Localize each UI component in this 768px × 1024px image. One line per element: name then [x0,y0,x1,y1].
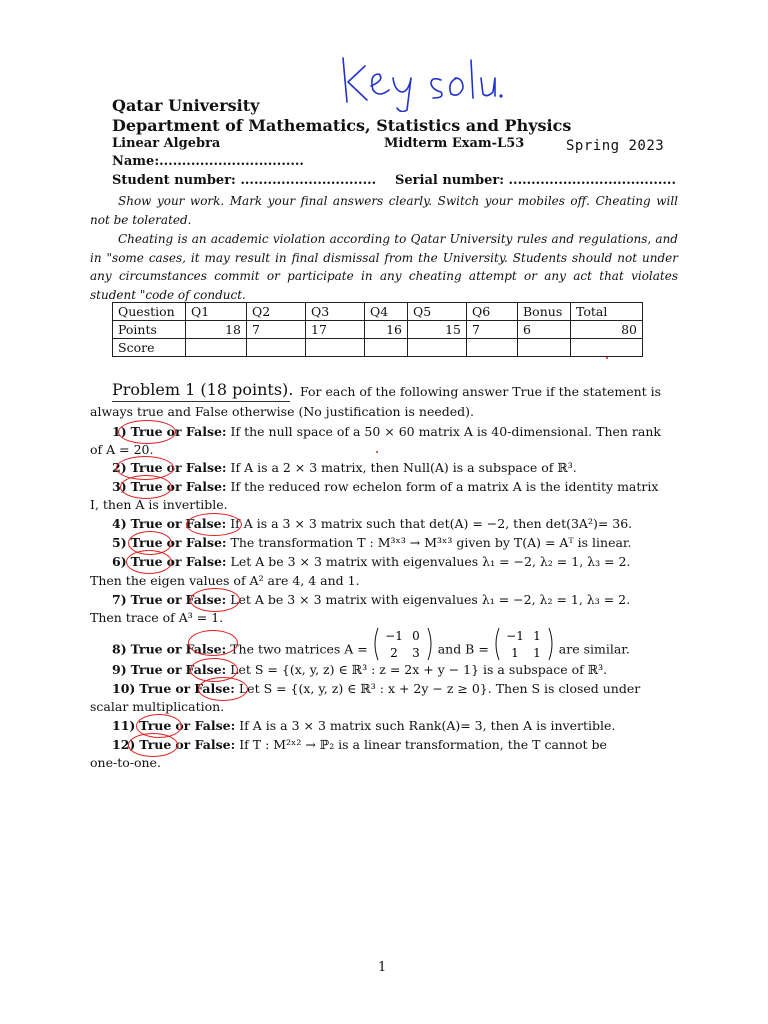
question-12-continued: one-to-one. [90,755,161,770]
question-text: Let S = {(x, y, z) ∈ ℝ³ : x + 2y − z ≥ 0}. Then S is closed under [238,681,641,696]
serial-number-field: Serial number: ..................................... [395,173,676,188]
question-6-continued: Then the eigen values of A² are 4, 4 and 1. [90,573,360,588]
question-text: The two matrices A = [230,641,368,657]
question-text: Let A be 3 × 3 matrix with eigenvalues λ₁ = −2, λ₂ = 1, λ₃ = 2. [230,592,631,607]
problem-intro: For each of the following answer True if the statement is [300,384,662,399]
department-name: Department of Mathematics, Statistics and Physics [112,116,572,135]
false-option[interactable]: False: [185,516,227,531]
course-name: Linear Algebra [112,136,221,151]
table-cell: Q4 [365,303,408,321]
left-paren-icon [375,628,378,660]
question-number: 11) [112,718,136,733]
table-cell: Question [113,303,186,321]
problem-intro-continued: always true and False otherwise (No justification is needed). [90,404,474,419]
true-option[interactable]: True [130,592,163,607]
true-option[interactable]: True [130,479,163,494]
true-option[interactable]: True [130,460,163,475]
matrix-entry: −1 [384,629,403,643]
false-option[interactable]: or False: [166,424,227,439]
handwritten-annotation [335,52,535,112]
matrix-entry: 1 [532,646,541,660]
question-text: Let A be 3 × 3 matrix with eigenvalues λ₁ = −2, λ₂ = 1, λ₃ = 2. [230,554,631,569]
question-10-continued: scalar multiplication. [90,699,225,714]
false-option[interactable]: False: [194,681,235,696]
false-option[interactable]: or False: [166,535,227,550]
ink-dot [606,357,608,359]
question-1-continued: of A = 20. [90,442,154,457]
true-option[interactable]: True [139,737,172,752]
instructions-paragraph: Show your work. Mark your final answers clearly. Switch your mobiles off. Cheating will not be tolerated. [90,194,678,227]
question-number: 10) [112,681,136,696]
title-underline [112,401,290,402]
true-option[interactable]: True [130,516,163,531]
table-cell[interactable] [408,339,467,357]
matrix-b-grid [493,626,555,662]
question-number: 1) [112,424,127,439]
student-number-field: Student number: .............................. [112,173,377,188]
question-text: Let S = {(x, y, z) ∈ ℝ³ : z = 2x + y − 1} is a subspace of ℝ³. [230,662,608,677]
table-cell[interactable] [365,339,408,357]
handwritten-key-solu [335,52,535,112]
question-number: 12) [112,737,136,752]
false-option[interactable]: or False: [175,737,236,752]
question-text-end: are similar. [558,641,630,657]
true-option[interactable]: True [139,681,172,696]
table-cell: Q6 [467,303,518,321]
question-text: If the null space of a 50 × 60 matrix A is 40-dimensional. Then rank [230,424,661,439]
false-option[interactable]: False: [185,641,227,657]
false-option[interactable]: False: [185,592,227,607]
question-12 [112,737,700,752]
left-paren-icon [496,628,499,660]
question-1 [112,424,700,439]
or-label: or [166,592,182,607]
question-11 [112,718,700,733]
exam-term: Spring 2023 [566,138,665,154]
question-text: If T : M²ˣ² → ℙ₂ is a linear transformation, the T cannot be [239,737,607,752]
false-option[interactable]: or False: [166,554,227,569]
page-number: 1 [378,960,387,975]
table-cell[interactable] [186,339,247,357]
answer-circle [118,420,176,444]
question-7-continued: Then trace of A³ = 1. [90,610,224,625]
table-row [113,321,643,339]
table-cell: Q2 [247,303,306,321]
table-cell: 7 [467,321,518,339]
question-text-and: and B = [437,641,489,657]
question-number: 5) [112,535,127,550]
false-option[interactable]: or False: [166,460,227,475]
answer-circle [120,475,172,499]
table-cell: Points [113,321,186,339]
true-option[interactable]: True [130,662,163,677]
table-cell: Q5 [408,303,467,321]
or-label: or [166,662,182,677]
question-number: 2) [112,460,127,475]
true-option[interactable]: True [130,424,163,439]
or-label: or [175,681,191,696]
question-text: If A is a 3 × 3 matrix such that det(A) = −2, then det(3A²)= 36. [230,516,633,531]
problem-title [112,380,293,399]
table-cell: 18 [186,321,247,339]
table-cell[interactable] [571,339,643,357]
question-3-continued: I, then A is invertible. [90,497,228,512]
question-number: 8) [112,641,127,657]
question-number: 9) [112,662,127,677]
question-number: 7) [112,592,127,607]
answer-circle [185,630,238,657]
table-cell[interactable] [518,339,571,357]
table-row [113,303,643,321]
matrix-entry: 2 [389,646,398,660]
question-text: If A is a 2 × 3 matrix, then Null(A) is a subspace of ℝ³. [230,460,577,475]
matrix-entry: 3 [411,646,420,660]
question-text: The transformation T : M³ˣ³ → M³ˣ³ given by T(A) = Aᵀ is linear. [230,535,632,550]
question-number: 3) [112,479,127,494]
answer-circle [190,588,240,612]
exam-title: Midterm Exam-L53 [384,136,525,151]
true-option[interactable]: True [130,535,163,550]
question-number: 4) [112,516,127,531]
answer-circle [198,677,248,701]
table-cell: Q1 [186,303,247,321]
answer-circle [128,733,178,757]
matrix-entry: 1 [532,629,541,643]
answer-circle [186,513,242,536]
table-cell[interactable] [247,339,306,357]
matrix-a-grid [372,626,434,662]
question-text: If A is a 3 × 3 matrix such Rank(A)= 3, then A is invertible. [239,718,616,733]
problem-title-text: Problem 1 (18 points). [112,380,294,399]
or-label: or [166,641,182,657]
table-cell: Q3 [306,303,365,321]
or-label: or [166,516,182,531]
answer-circle [126,550,172,574]
table-cell[interactable] [306,339,365,357]
question-number: 6) [112,554,127,569]
question-6 [112,554,700,569]
false-option[interactable]: False: [185,662,227,677]
table-cell: 80 [571,321,643,339]
table-cell: Total [571,303,643,321]
name-field: Name:................................ [112,154,304,169]
question-text: If the reduced row echelon form of a matrix A is the identity matrix [230,479,659,494]
table-cell: 7 [247,321,306,339]
university-name: Qatar University [112,96,260,115]
score-table [112,302,643,357]
table-cell: 6 [518,321,571,339]
matrix-entry: 1 [510,646,519,660]
table-cell: 15 [408,321,467,339]
table-cell: Bonus [518,303,571,321]
false-option[interactable]: or False: [166,479,227,494]
cheating-policy-paragraph: Cheating is an academic violation according to Qatar University rules and regulations, and in "some cases, it may result in final dismissal from the University. Students should not under any circumstances commit or participate in any cheating attempt or any act that violates student "code of conduct. [90,232,678,302]
table-cell: 17 [306,321,365,339]
matrix-entry: −1 [505,629,524,643]
question-2 [112,460,700,475]
right-paren-icon [428,628,431,660]
true-option[interactable]: True [139,718,172,733]
true-option[interactable]: True [130,554,163,569]
table-cell: 16 [365,321,408,339]
question-3 [112,479,700,494]
matrix-entry: 0 [411,629,420,643]
false-option[interactable]: or False: [175,718,236,733]
question-5 [112,535,700,550]
right-paren-icon [549,628,552,660]
true-option[interactable]: True [130,641,163,657]
table-row [113,339,643,357]
table-cell[interactable] [467,339,518,357]
table-cell: Score [113,339,186,357]
